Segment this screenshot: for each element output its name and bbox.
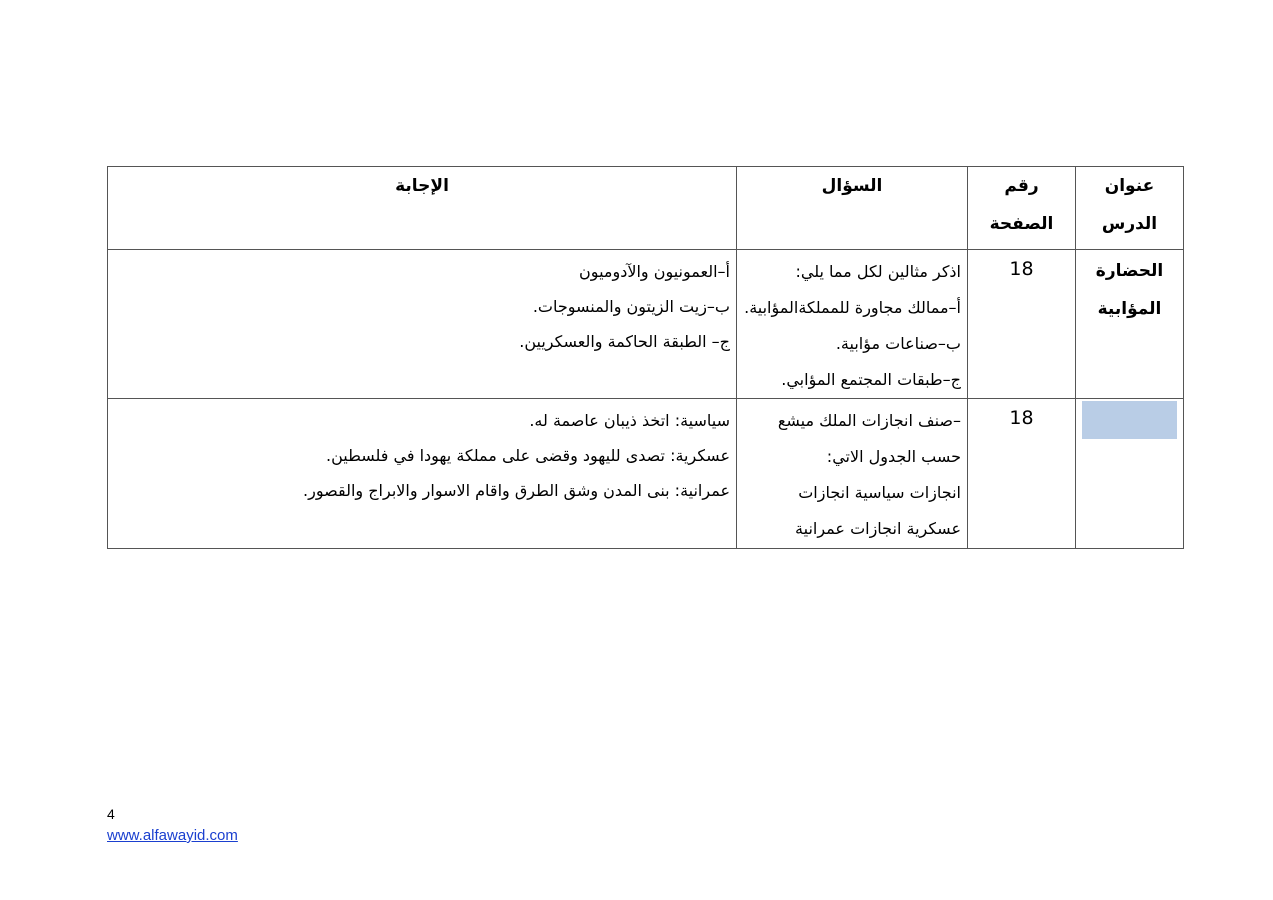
answer-cell [108,250,737,399]
page-number: 18 [1009,407,1034,429]
lesson-title-cell [1076,250,1184,399]
answer-line: عمرانية: بنى المدن وشق الطرق واقام الاسوار والابراج والقصور. [303,481,730,500]
question-line: حسب الجدول الاتي: [826,447,961,466]
answer-line: ب–زيت الزيتون والمنسوجات. [532,297,730,316]
answer-line: أ–العمونيون والآدوميون [579,262,730,281]
question-line: –صنف انجازات الملك ميشع [777,411,961,430]
header-lesson-title-line2: الدرس [1101,214,1158,234]
question-line: ب–صناعات مؤابية. [835,334,961,353]
page-number: 18 [1009,258,1034,280]
answer-line: ج– الطبقة الحاكمة والعسكريين. [519,332,730,351]
question-cell [737,399,968,549]
header-answer-label: الإجابة [395,176,449,196]
table-header-row [108,167,1184,250]
page-number-cell [968,399,1076,549]
question-line: أ–ممالك مجاورة للمملكةالمؤابية. [744,298,961,317]
question-line: انجازات سياسية انجازات [798,483,961,502]
answer-cell [108,399,737,549]
header-page-number-line2: الصفحة [989,214,1054,234]
header-lesson-title [1076,167,1184,250]
answer-line: عسكرية: تصدى لليهود وقضى على مملكة يهودا في فلسطين. [326,446,730,465]
header-question-label: السؤال [821,176,883,196]
footer-website-link[interactable]: www.alfawayid.com [107,827,238,844]
header-question [737,167,968,250]
question-cell [737,250,968,399]
header-page-number-line1: رقم [1004,176,1039,196]
table-row [108,250,1184,399]
header-page-number [968,167,1076,250]
question-line: ج–طبقات المجتمع المؤابي. [781,370,961,389]
question-line: عسكرية انجازات عمرانية [795,519,961,538]
lesson-table [107,166,1184,549]
lesson-title-line2: المؤابية [1097,299,1162,319]
highlighted-empty-cell [1082,401,1177,439]
footer-page-number: 4 [107,806,115,822]
page-number-cell [968,250,1076,399]
lesson-title-line1: الحضارة [1095,261,1164,281]
question-line: اذكر مثالين لكل مما يلي: [795,262,961,281]
table-row [108,399,1184,549]
lesson-title-cell [1076,399,1184,549]
header-answer [108,167,737,250]
header-lesson-title-line1: عنوان [1104,176,1155,196]
answer-line: سياسية: اتخذ ذيبان عاصمة له. [529,411,730,430]
